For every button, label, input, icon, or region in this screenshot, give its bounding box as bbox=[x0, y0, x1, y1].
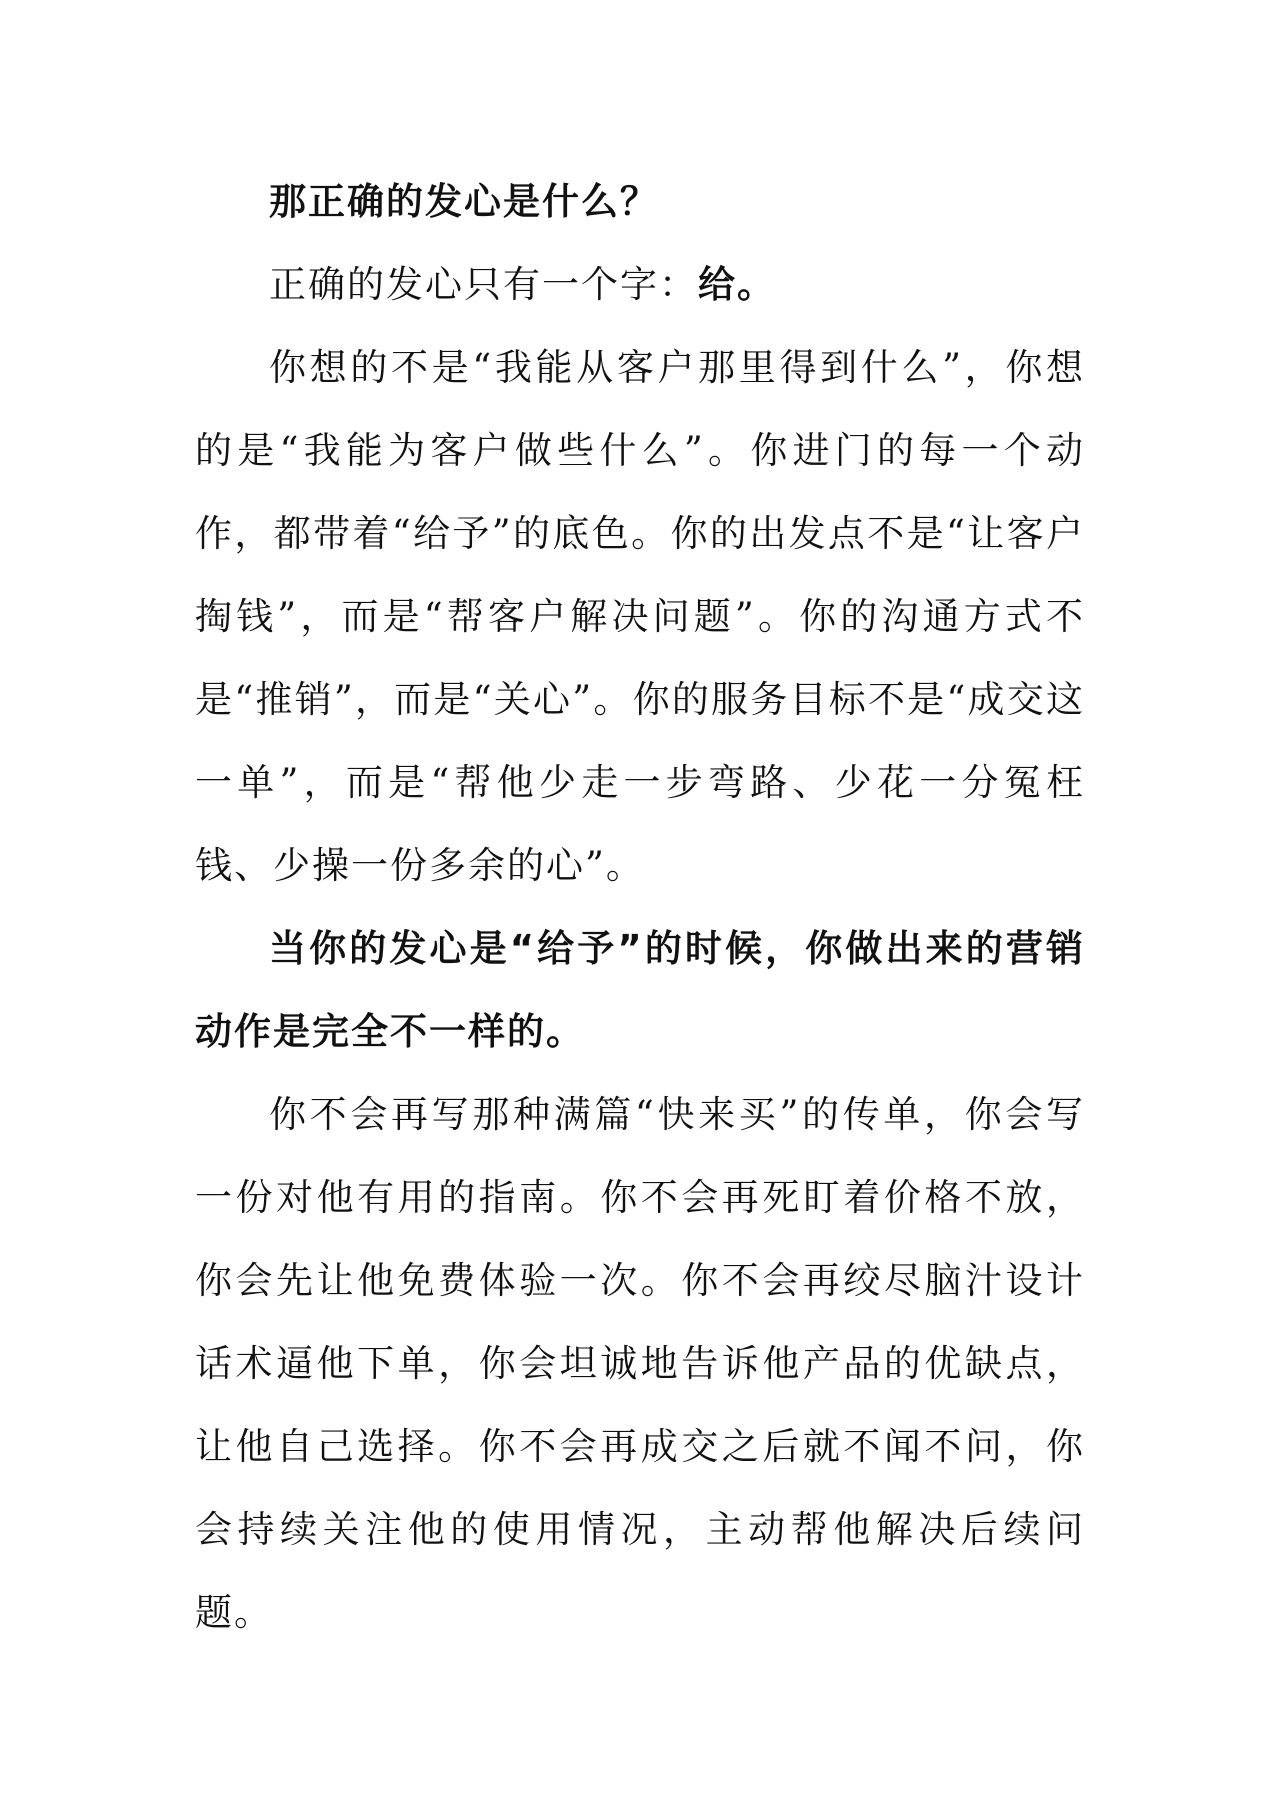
document-body bbox=[195, 160, 1085, 1654]
paragraph-marketing-actions: 你不会再写那种满篇“快来买”的传单，你会写一份对他有用的指南。你不会再死盯着价格不放，你会先让他免费体验一次。你不会再绞尽脑汁设计话术逼他下单，你会坦诚地告诉他产品的优缺点，让他自己选择。你不会再成交之后就不闻不问，你会持续关注他的使用情况，主动帮他解决后续问题。 bbox=[195, 1093, 1085, 1634]
heading-question: 那正确的发心是什么？ bbox=[269, 180, 659, 223]
paragraph-giving-mindset: 你想的不是“我能从客户那里得到什么”，你想的是“我能为客户做些什么”。你进门的每一个动作，都带着“给予”的底色。你的出发点不是“让客户掏钱”，而是“帮客户解决问题”。你的沟通方式不是“推销”，而是“关心”。你的服务目标不是“成交这一单”，而是“帮他少走一步弯路、少花一分冤枉钱、少操一份多余的心”。 bbox=[195, 346, 1085, 887]
bold-statement: 当你的发心是“给予”的时候，你做出来的营销动作是完全不一样的。 bbox=[195, 927, 1085, 1053]
answer-line bbox=[195, 243, 1085, 326]
answer-prefix: 正确的发心只有一个字： bbox=[269, 263, 698, 306]
answer-emphasis: 给。 bbox=[698, 263, 776, 306]
